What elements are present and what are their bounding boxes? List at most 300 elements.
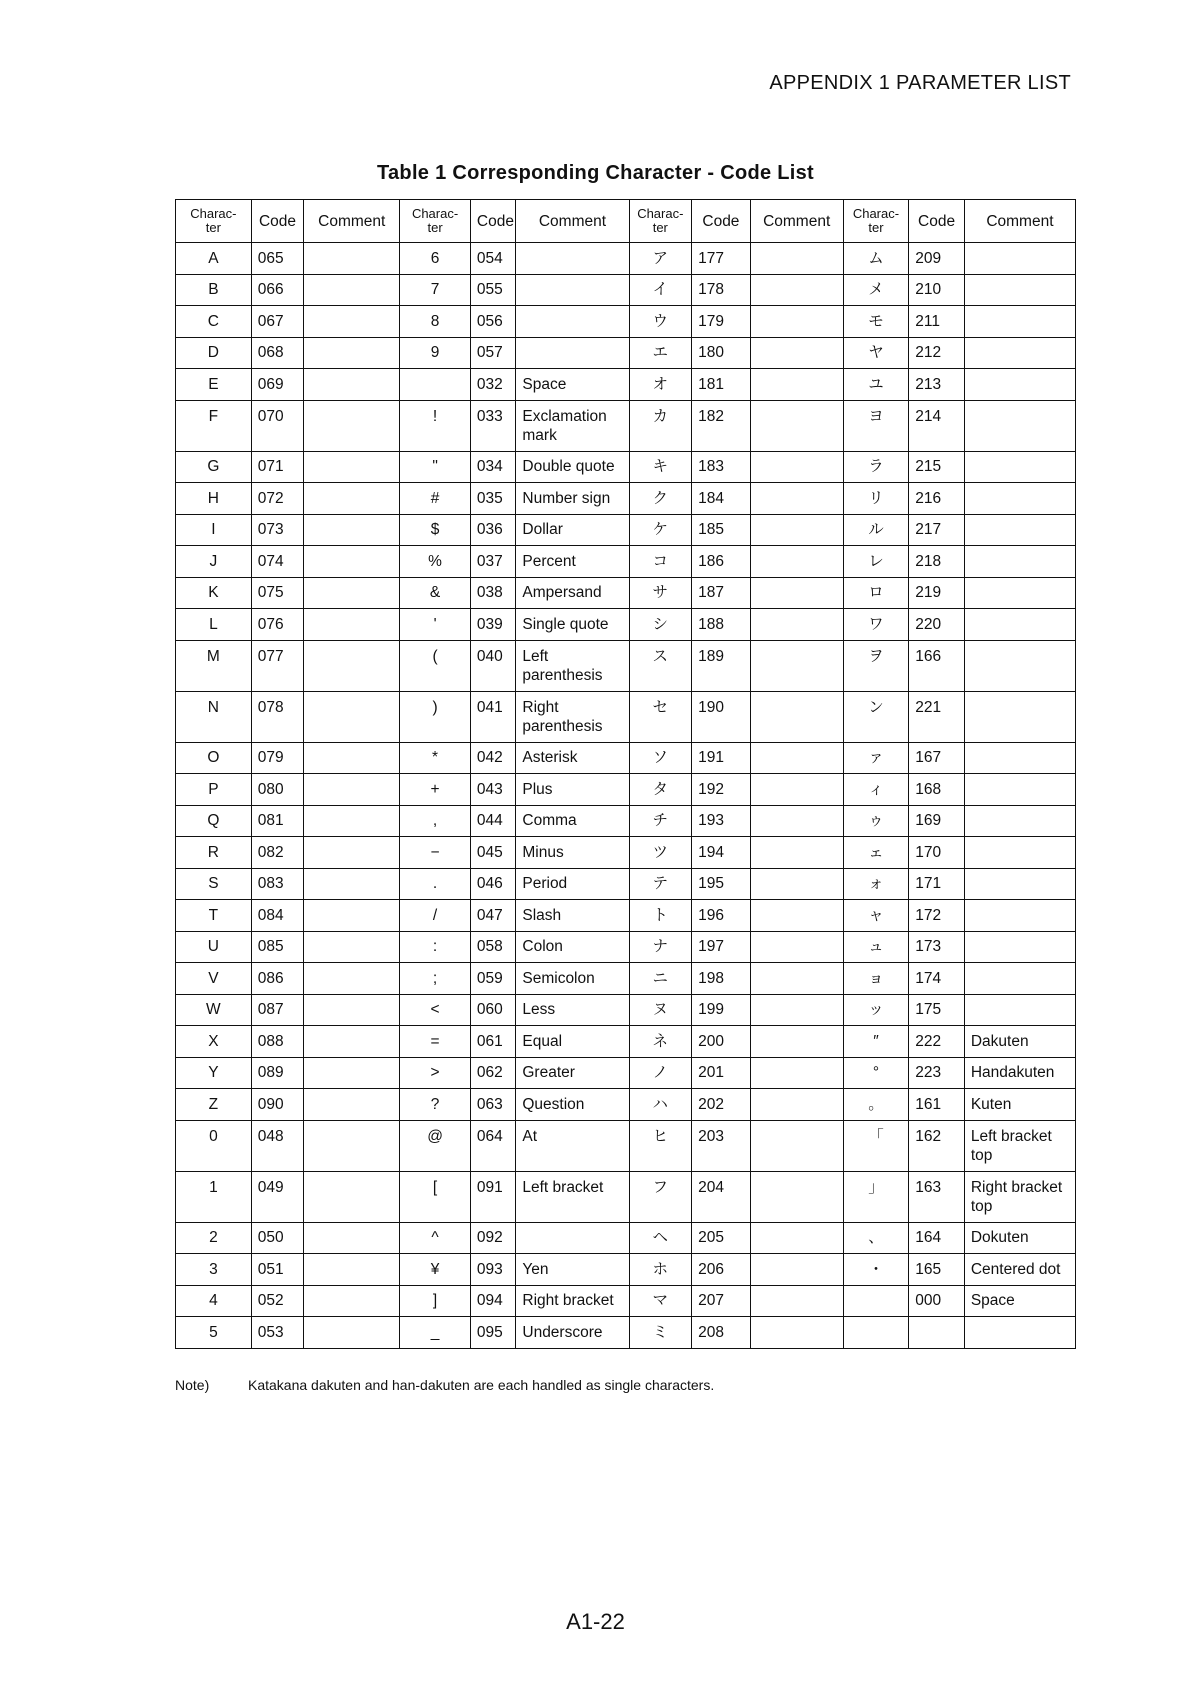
cell-code: 196 [692,900,751,932]
cell-comment [304,1285,400,1317]
cell-character: D [176,337,252,369]
cell-comment [964,514,1075,546]
cell-code: 084 [251,900,304,932]
cell-character: G [176,451,252,483]
cell-comment [304,1089,400,1121]
cell-character: H [176,483,252,515]
table-row [176,451,1076,483]
cell-comment: Exclamation mark [516,400,629,451]
cell-comment [964,963,1075,995]
cell-character: 6 [400,243,471,275]
cell-code: 206 [692,1254,751,1286]
cell-comment [750,837,843,869]
table-row [176,931,1076,963]
cell-character: X [176,1026,252,1058]
cell-comment [750,963,843,995]
cell-character: タ [629,774,692,806]
cell-character: I [176,514,252,546]
cell-comment: Less [516,994,629,1026]
table-row [176,1254,1076,1286]
cell-code: 215 [909,451,965,483]
cell-code: 221 [909,691,965,742]
cell-code: 204 [692,1171,751,1222]
cell-comment: Left parenthesis [516,640,629,691]
cell-code: 203 [692,1120,751,1171]
cell-comment [750,577,843,609]
cell-code: 175 [909,994,965,1026]
table-row [176,514,1076,546]
cell-character: ゥ [843,805,909,837]
cell-code: 040 [470,640,515,691]
cell-comment: Left bracket [516,1171,629,1222]
cell-character: メ [843,274,909,306]
cell-code: 058 [470,931,515,963]
cell-code: 045 [470,837,515,869]
cell-comment [750,868,843,900]
cell-comment: Ampersand [516,577,629,609]
cell-comment [964,1317,1075,1349]
cell-code: 222 [909,1026,965,1058]
cell-code: 188 [692,609,751,641]
cell-comment [750,1057,843,1089]
cell-character: 4 [176,1285,252,1317]
cell-comment: Dakuten [964,1026,1075,1058]
cell-comment [750,274,843,306]
cell-comment [750,369,843,401]
cell-character: エ [629,337,692,369]
cell-code: 205 [692,1222,751,1254]
cell-comment [304,546,400,578]
cell-comment [750,805,843,837]
cell-code: 195 [692,868,751,900]
cell-character: < [400,994,471,1026]
cell-code: 167 [909,742,965,774]
cell-character: ウ [629,306,692,338]
cell-comment: Left bracket top [964,1120,1075,1171]
cell-code: 055 [470,274,515,306]
cell-comment [964,337,1075,369]
cell-character: 「 [843,1120,909,1171]
table-row [176,337,1076,369]
cell-character [400,369,471,401]
header-code: Code [470,200,515,243]
cell-character: S [176,868,252,900]
cell-code: 185 [692,514,751,546]
table-row [176,243,1076,275]
cell-code: 090 [251,1089,304,1121]
table-row [176,900,1076,932]
cell-code: 165 [909,1254,965,1286]
table-note [175,1377,714,1393]
cell-character: ° [843,1057,909,1089]
cell-character: C [176,306,252,338]
cell-comment [304,837,400,869]
cell-character: ス [629,640,692,691]
cell-comment [304,243,400,275]
cell-character: ツ [629,837,692,869]
cell-comment [304,369,400,401]
cell-character: ? [400,1089,471,1121]
cell-character: . [400,868,471,900]
cell-comment [304,609,400,641]
header-code: Code [909,200,965,243]
cell-comment [304,774,400,806]
cell-character: , [400,805,471,837]
cell-comment [304,640,400,691]
table-row [176,609,1076,641]
table-row [176,837,1076,869]
cell-comment: Dollar [516,514,629,546]
cell-comment [750,400,843,451]
cell-character: ィ [843,774,909,806]
cell-character: ″ [843,1026,909,1058]
cell-comment [964,994,1075,1026]
cell-comment: Equal [516,1026,629,1058]
cell-comment: At [516,1120,629,1171]
cell-character: P [176,774,252,806]
cell-code: 218 [909,546,965,578]
cell-character: O [176,742,252,774]
cell-code: 202 [692,1089,751,1121]
cell-character: サ [629,577,692,609]
cell-character: ン [843,691,909,742]
cell-code: 074 [251,546,304,578]
cell-code: 093 [470,1254,515,1286]
cell-comment: Semicolon [516,963,629,995]
cell-code: 171 [909,868,965,900]
table-row [176,1026,1076,1058]
cell-comment: Space [516,369,629,401]
cell-character: ! [400,400,471,451]
cell-character: オ [629,369,692,401]
cell-comment [304,1120,400,1171]
cell-character: − [400,837,471,869]
cell-comment [750,994,843,1026]
cell-character: フ [629,1171,692,1222]
cell-code: 050 [251,1222,304,1254]
cell-comment: Asterisk [516,742,629,774]
cell-code: 071 [251,451,304,483]
cell-code: 189 [692,640,751,691]
cell-character: 9 [400,337,471,369]
cell-code: 056 [470,306,515,338]
cell-comment [964,640,1075,691]
cell-comment [750,1120,843,1171]
cell-character: # [400,483,471,515]
cell-code: 164 [909,1222,965,1254]
cell-code: 085 [251,931,304,963]
table-row [176,774,1076,806]
cell-code: 198 [692,963,751,995]
cell-code: 182 [692,400,751,451]
cell-code: 067 [251,306,304,338]
table-body [176,243,1076,1349]
cell-comment: Colon [516,931,629,963]
cell-comment: Space [964,1285,1075,1317]
cell-comment: Percent [516,546,629,578]
cell-comment: Single quote [516,609,629,641]
cell-character: ョ [843,963,909,995]
cell-code: 209 [909,243,965,275]
cell-code: 173 [909,931,965,963]
cell-character: ロ [843,577,909,609]
cell-comment [750,306,843,338]
cell-comment [750,640,843,691]
cell-comment [964,483,1075,515]
cell-code: 219 [909,577,965,609]
cell-character: ミ [629,1317,692,1349]
cell-code: 172 [909,900,965,932]
cell-character: ' [400,609,471,641]
cell-code: 046 [470,868,515,900]
cell-code: 068 [251,337,304,369]
cell-character: [ [400,1171,471,1222]
cell-comment: Minus [516,837,629,869]
cell-comment [304,900,400,932]
cell-character: ホ [629,1254,692,1286]
cell-comment: Centered dot [964,1254,1075,1286]
cell-code: 072 [251,483,304,515]
cell-character: モ [843,306,909,338]
cell-comment [750,546,843,578]
cell-comment [304,1222,400,1254]
cell-code: 064 [470,1120,515,1171]
cell-character: ッ [843,994,909,1026]
cell-code: 065 [251,243,304,275]
cell-comment [750,1026,843,1058]
cell-character: F [176,400,252,451]
header-code: Code [692,200,751,243]
table-row [176,306,1076,338]
cell-comment [750,931,843,963]
cell-comment [304,483,400,515]
cell-code: 181 [692,369,751,401]
cell-character: ( [400,640,471,691]
cell-character: リ [843,483,909,515]
cell-comment [750,1285,843,1317]
table-row [176,1285,1076,1317]
cell-character: 。 [843,1089,909,1121]
cell-comment: Greater [516,1057,629,1089]
cell-character: ) [400,691,471,742]
cell-character: カ [629,400,692,451]
header-character: Charac- ter [843,200,909,243]
cell-comment: Number sign [516,483,629,515]
cell-comment [750,742,843,774]
table-row [176,546,1076,578]
cell-character: Z [176,1089,252,1121]
header-character: Charac- ter [629,200,692,243]
cell-comment [964,274,1075,306]
cell-comment [750,774,843,806]
cell-character: @ [400,1120,471,1171]
cell-code: 083 [251,868,304,900]
cell-character: ヤ [843,337,909,369]
cell-code: 048 [251,1120,304,1171]
table-row [176,369,1076,401]
cell-code: 197 [692,931,751,963]
cell-code: 223 [909,1057,965,1089]
cell-code: 041 [470,691,515,742]
cell-comment [750,483,843,515]
cell-character: イ [629,274,692,306]
cell-code: 168 [909,774,965,806]
cell-character: B [176,274,252,306]
cell-comment [964,369,1075,401]
cell-code: 199 [692,994,751,1026]
cell-character [843,1285,909,1317]
table-row [176,1171,1076,1222]
cell-character: Q [176,805,252,837]
cell-character: ノ [629,1057,692,1089]
cell-character: & [400,577,471,609]
cell-comment [964,691,1075,742]
cell-comment [750,1171,843,1222]
cell-code: 194 [692,837,751,869]
cell-comment: Handakuten [964,1057,1075,1089]
cell-character: ヌ [629,994,692,1026]
cell-character: E [176,369,252,401]
cell-code: 051 [251,1254,304,1286]
cell-character: L [176,609,252,641]
cell-character: ワ [843,609,909,641]
cell-code [909,1317,965,1349]
cell-code: 186 [692,546,751,578]
cell-character: ェ [843,837,909,869]
cell-code: 092 [470,1222,515,1254]
cell-character: キ [629,451,692,483]
cell-comment [750,337,843,369]
cell-code: 080 [251,774,304,806]
cell-comment [304,1057,400,1089]
table-row [176,1222,1076,1254]
cell-character: 3 [176,1254,252,1286]
cell-code: 095 [470,1317,515,1349]
cell-code: 063 [470,1089,515,1121]
cell-character: J [176,546,252,578]
cell-character: ネ [629,1026,692,1058]
cell-code: 047 [470,900,515,932]
cell-comment [750,1222,843,1254]
cell-comment [964,900,1075,932]
cell-character: % [400,546,471,578]
cell-character: ¥ [400,1254,471,1286]
cell-code: 220 [909,609,965,641]
cell-comment: Period [516,868,629,900]
cell-comment [304,274,400,306]
cell-comment [304,805,400,837]
table-row [176,274,1076,306]
cell-character: > [400,1057,471,1089]
cell-code: 217 [909,514,965,546]
cell-code: 053 [251,1317,304,1349]
table-title: Table 1 Corresponding Character - Code List [376,162,815,184]
table-row [176,868,1076,900]
cell-comment: Right bracket [516,1285,629,1317]
cell-code: 077 [251,640,304,691]
cell-character: + [400,774,471,806]
cell-character: W [176,994,252,1026]
cell-code: 190 [692,691,751,742]
cell-character: ・ [843,1254,909,1286]
cell-code: 210 [909,274,965,306]
cell-code: 088 [251,1026,304,1058]
cell-code: 034 [470,451,515,483]
cell-comment [964,609,1075,641]
page-number: A1-22 [566,1609,625,1634]
cell-code: 066 [251,274,304,306]
cell-character: 5 [176,1317,252,1349]
cell-character: V [176,963,252,995]
table-row [176,1057,1076,1089]
table-row [176,994,1076,1026]
cell-comment: Right bracket top [964,1171,1075,1222]
cell-character: * [400,742,471,774]
cell-code: 214 [909,400,965,451]
cell-character: / [400,900,471,932]
cell-comment [964,805,1075,837]
cell-character: 8 [400,306,471,338]
table-row [176,742,1076,774]
cell-character: R [176,837,252,869]
cell-code: 178 [692,274,751,306]
cell-character: ケ [629,514,692,546]
cell-comment [304,1317,400,1349]
cell-comment [964,400,1075,451]
cell-comment: Underscore [516,1317,629,1349]
cell-code: 161 [909,1089,965,1121]
cell-code: 191 [692,742,751,774]
cell-code: 061 [470,1026,515,1058]
table-row [176,1120,1076,1171]
cell-character: 」 [843,1171,909,1222]
cell-comment [750,900,843,932]
cell-comment [304,1026,400,1058]
cell-character: ク [629,483,692,515]
character-code-table [175,199,1076,1349]
header-character: Charac- ter [400,200,471,243]
cell-comment [516,243,629,275]
cell-character: ヨ [843,400,909,451]
cell-character: ; [400,963,471,995]
cell-code: 000 [909,1285,965,1317]
cell-character [843,1317,909,1349]
cell-character: チ [629,805,692,837]
cell-code: 184 [692,483,751,515]
cell-character: ル [843,514,909,546]
cell-character: テ [629,868,692,900]
header-comment: Comment [964,200,1075,243]
cell-character: ニ [629,963,692,995]
cell-comment [304,868,400,900]
cell-character: ァ [843,742,909,774]
cell-character: " [400,451,471,483]
cell-comment [750,1254,843,1286]
cell-comment [516,337,629,369]
cell-comment: Double quote [516,451,629,483]
cell-code: 054 [470,243,515,275]
cell-code: 162 [909,1120,965,1171]
cell-code: 091 [470,1171,515,1222]
cell-comment [750,609,843,641]
cell-character: セ [629,691,692,742]
cell-comment: Plus [516,774,629,806]
cell-character: U [176,931,252,963]
cell-comment [516,306,629,338]
cell-code: 193 [692,805,751,837]
cell-comment [964,451,1075,483]
cell-code: 037 [470,546,515,578]
